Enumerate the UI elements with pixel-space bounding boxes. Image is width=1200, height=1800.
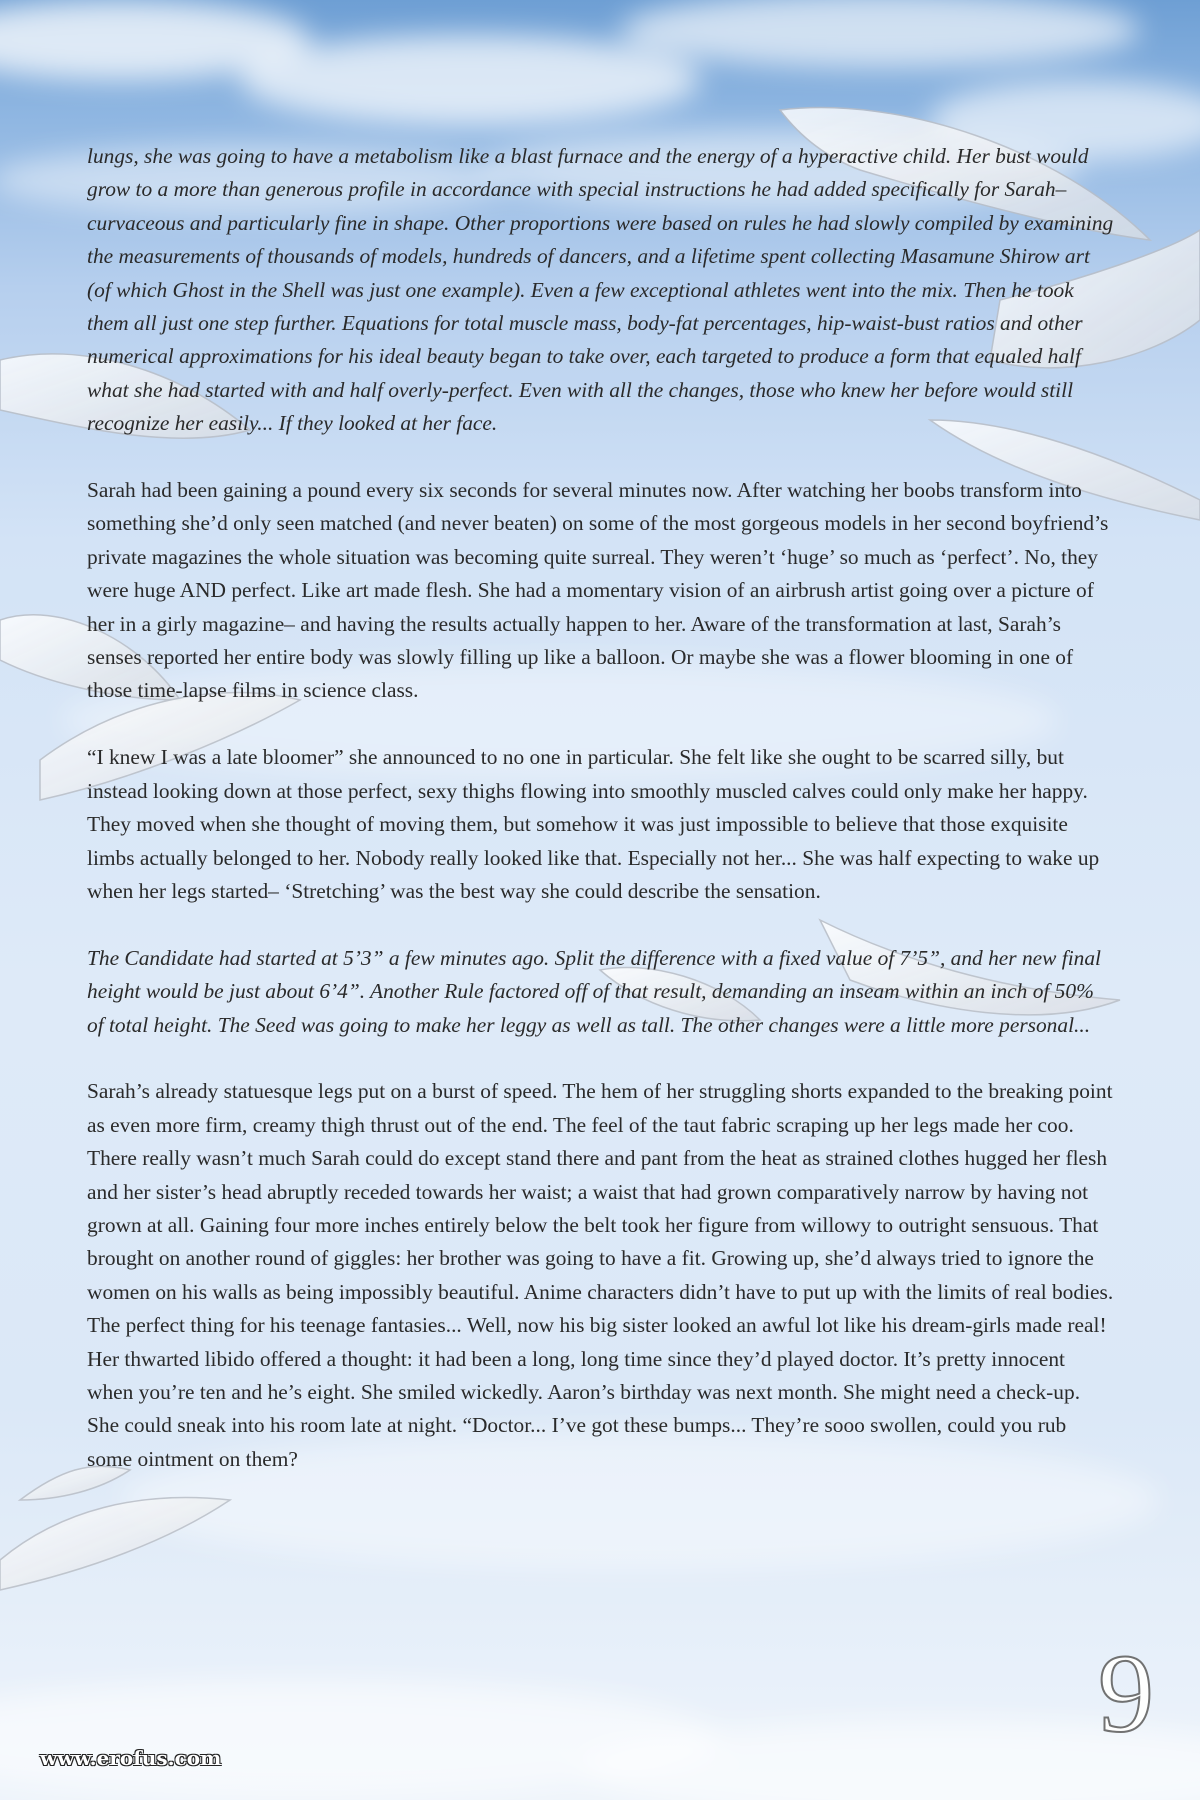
page-number: 9 (1098, 1632, 1154, 1756)
cloud (240, 35, 700, 125)
watermark: www.erofus.com (40, 1746, 222, 1770)
paragraph: The Candidate had started at 5’3” a few minutes ago. Split the difference with a fixed value of 7’5”, and her new final height would be just about 6’4”. Another Rule factored off of that result, demanding an inseam within an inch of 50% of total height. The Seed was going to make her leggy as well as tall. The other changes were a little more personal... (87, 945, 1101, 1037)
paragraph: lungs, she was going to have a metabolism like a blast furnace and the energy of a hyperactive child. Her bust would grow to a more than generous profile in accordance with special instructions he had added specifically for Sarah– curvaceous and particularly fine in shape. Other proportions were based on rules he had slowly compiled by examining the measurements of thousands of models, hundreds of dancers, and a lifetime spent collecting Masamune Shirow art (of which Ghost in the Shell was just one example). Even a few exceptional athletes went into the mix. Then he took them all just one step further. Equations for total muscle mass, body-fat percentages, hip-waist-bust ratios and other numerical approximations for his ideal beauty began to take over, each targeted to produce a form that equaled half what she had started with and half overly-perfect. Even with all the changes, those who knew her before would still recognize her easily... If they looked at her face. (87, 144, 1114, 436)
paragraph: “I knew I was a late bloomer” she announced to no one in particular. She felt like she ought to be scarred silly, but instead looking down at those perfect, sexy thighs flowing into smoothly muscled calves could only make her happy. They moved when she thought of moving them, but somehow it was just impossible to believe that those exquisite limbs actually belonged to her. Nobody really looked like that. Especially not her... She was half expecting to wake up when her legs started– ‘Stretching’ was the best way she could describe the sensation. (87, 745, 1100, 903)
story-text (87, 140, 1115, 1510)
feather (0, 1498, 230, 1591)
cloud (620, 0, 1140, 68)
paragraph: Sarah had been gaining a pound every six seconds for several minutes now. After watching her boobs transform into something she’d only seen matched (and never beaten) on some of the most gorgeous models in her second boyfriend’s private magazines the whole situation was becoming quite surreal. They weren’t ‘huge’ so much as ‘perfect’. No, they were huge AND perfect. Like art made flesh. She had a momentary vision of an airbrush artist going over a picture of her in a girly magazine– and having the results actually happen to her. Aware of the transformation at last, Sarah’s senses reported her entire body was slowly filling up like a balloon. Or maybe she was a flower blooming in one of those time-lapse films in science class. (87, 478, 1109, 703)
paragraph: Sarah’s already statuesque legs put on a burst of speed. The hem of her struggling shorts expanded to the breaking point as even more firm, creamy thigh thrust out of the end. The feel of the taut fabric scraping up her legs made her coo. There really wasn’t much Sarah could do except stand there and pant from the heat as strained clothes hugged her flesh and her sister’s head abruptly receded towards her waist; a waist that had grown comparatively narrow by having not grown at all. Gaining four more inches entirely below the belt took her figure from willowy to outright sensuous. That brought on another round of giggles: her brother was going to have a fit. Growing up, she’d always tried to ignore the women on his walls as being impossibly beautiful. Anime characters didn’t have to put up with the limits of real bodies. The perfect thing for his teenage fantasies... Well, now his big sister looked an awful lot like his dream-girls made real! Her thwarted libido offered a thought: it had been a long, long time since they’d played doctor. It’s pretty innocent when you’re ten and he’s eight. She smiled wickedly. Aaron’s birthday was next month. She might need a check-up. She could sneak into his room late at night. “Doctor... I’ve got these bumps... They’re sooo swollen, could you rub some ointment on them? (87, 1079, 1114, 1471)
